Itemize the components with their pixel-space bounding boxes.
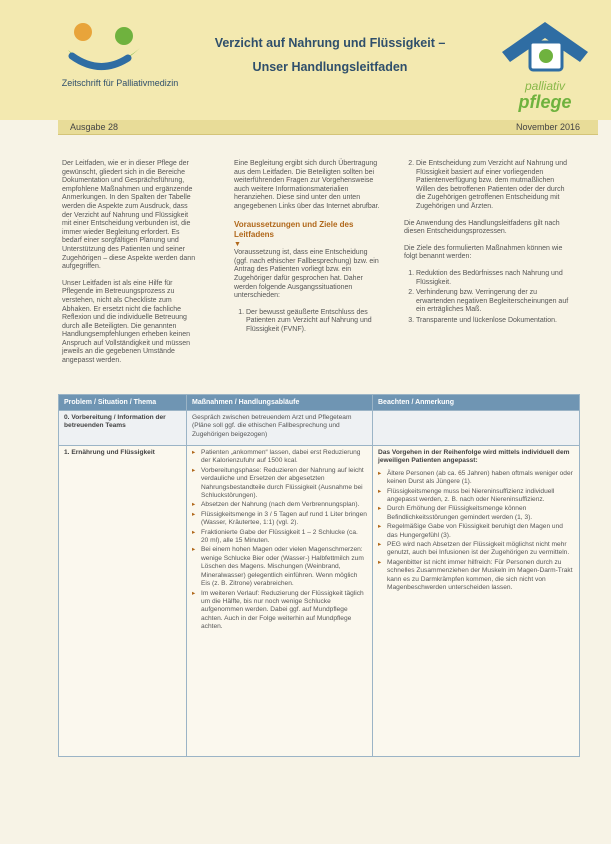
- issue-date: November 2016: [515, 122, 580, 132]
- paragraph: Der Leitfaden, wie er in dieser Pflege der gewünscht, gliedert sich in die Bereiche Dokumentation und Gesprächsführung, empfohlene Maßnahmen und ergänzende Anmerkungen. In den Spalten der Tabelle werden die Aspekte zum Ausdruck, dass der Verzicht auf Nahrung und Flüssigkeit mit einer Entscheidung verbunden ist, die immer wieder Begleitung erfordert. Es bedarf einer sorgfältigen Planung und Unterstützung des Patienten und seiner Zugehörigen – diese Aspekte werden dann aufgegriffen.: [62, 160, 196, 271]
- article-subtitle: Unser Handlungsleitfaden: [252, 60, 408, 74]
- notes-intro: Das Vorgehen in der Reihenfolge wird mittels individuell dem jeweiligen Patienten angepasst:: [378, 449, 570, 465]
- table-row: [59, 410, 579, 445]
- paragraph: Unser Leitfaden ist als eine Hilfe für Pflegende im Betreuungsprozess zu verstehen, nicht als Checkliste zum Abhaken. Er ersetzt nicht die fachliche Reflexion und die individuelle Betreuung durch alle Beteiligten. Die genannten Handlungsempfehlungen erheben keinen Anspruch auf Vollständigkeit und müssen jeweils an die gegebenen Umstände angepasst werden.: [62, 279, 191, 365]
- list-item: ▸ Regelmäßige Gabe von Flüssigkeit beruhigt den Magen und das Hungergefühl (3).: [378, 523, 574, 540]
- page-header: [0, 0, 611, 120]
- publication-logo: [58, 18, 148, 78]
- list-item: 1. Reduktion des Bedürfnisses nach Nahrung und Flüssigkeit.: [416, 270, 572, 287]
- brand-small: palliativ: [524, 79, 566, 93]
- issue-bar: [58, 120, 598, 135]
- list-item: ▸ Flüssigkeitsmenge in 3 / 5 Tagen auf rund 1 Liter bringen (Wasser, Kräutertee, 1:1) (vgl. 2).: [192, 511, 367, 528]
- situation-list-continued: [404, 160, 572, 212]
- list-item: ▸ Absetzen der Nahrung (nach dem Verbrennungsplan).: [192, 501, 367, 509]
- list-item: ▸ Flüssigkeitsmenge muss bei Niereninsuffizienz individuell angepasst werden, z. B. nach oder Niereninsuffizienz.: [378, 488, 574, 505]
- issue-number: Ausgabe 28: [70, 122, 119, 132]
- text-column-3: [404, 160, 572, 328]
- list-item: ▸ Fraktionierte Gabe der Flüssigkeit 1 – 2 Schlucke (ca. 20 ml), alle 15 Minuten.: [192, 529, 367, 546]
- table-cell: 1. Ernährung und Flüssigkeit: [59, 446, 187, 756]
- table-cell: [373, 446, 579, 756]
- list-item: 2. Die Entscheidung zum Verzicht auf Nahrung und Flüssigkeit basiert auf einer vorliegenden Patientenverfügung bzw. dem mutmaßlichen Willen des betroffenen Patienten oder der durch die Zugehörigen getroffenen Entscheidung mit Zugehörigen und Ärzten.: [416, 160, 572, 212]
- paragraph: Die Anwendung des Handlungsleitfadens gilt nach diesen Entscheidungsprozessen.: [404, 219, 560, 236]
- paragraph: Die Ziele des formulierten Maßnahmen können wie folgt benannt werden:: [404, 244, 563, 261]
- text-column-2: [234, 160, 382, 337]
- table-header: [59, 395, 579, 410]
- brand-big: pflege: [518, 92, 572, 112]
- table-cell: Gespräch zwischen betreuendem Arzt und Pflegeteam (Pläne soll ggf. die ethischen Fallbesprechung und Zugehörigen beigezogen): [187, 411, 373, 445]
- text-column-1: [62, 160, 198, 374]
- palliativ-pflege-logo: [500, 20, 590, 115]
- arrow-down-icon: ▼: [234, 240, 241, 248]
- table-row: [59, 445, 579, 756]
- list-item: 1. Der bewusst geäußerte Entschluss des Patienten zum Verzicht auf Nahrung und Flüssigkeit (FVNF).: [246, 309, 382, 335]
- list-item: ▸ Im weiteren Verlauf: Reduzierung der Flüssigkeit täglich um die Hälfte, bis nur noch wenige Schlucke aufgenommen werden. Dabei ggf. auf Mundpflege achten. Auch in der Folge weiterhin auf Mundpflege achten.: [192, 590, 367, 632]
- situation-list: [234, 309, 382, 335]
- list-item: 2. Verhinderung bzw. Verringerung der zu erwartenden negativen Begleiterscheinungen auf ein erträgliches Maß.: [416, 289, 572, 315]
- list-item: ▸ Patienten „ankommen“ lassen, dabei erst Reduzierung der Kalorienzufuhr auf 1500 kcal.: [192, 449, 367, 466]
- list-item: ▸ PEG wird nach Absetzen der Flüssigkeit möglichst nicht mehr genutzt, auch bei Infusionen ist der Zugehörigen zu vermitteln.: [378, 541, 574, 558]
- section-heading: Voraussetzungen und Ziele des Leitfadens: [234, 219, 354, 239]
- list-item: ▸ Ältere Personen (ab ca. 65 Jahren) haben oftmals weniger oder keinen Durst als Jüngere (1).: [378, 470, 574, 487]
- column-header: Maßnahmen / Handlungsabläufe: [187, 395, 373, 410]
- goals-list: [404, 270, 572, 326]
- list-item: 3. Transparente und lückenlose Dokumentation.: [416, 317, 572, 326]
- table-cell: 0. Vorbereitung / Information der betreuenden Teams: [59, 411, 187, 445]
- list-item: ▸ Durch Erhöhung der Flüssigkeitsmenge können Befindlichkeitsstörungen gemindert werden (1, 3).: [378, 505, 574, 522]
- publication-name: Zeitschrift für Palliativmedizin: [61, 78, 179, 88]
- paragraph: Eine Begleitung ergibt sich durch Übertragung aus dem Leitfaden. Die Beteiligten sollten bei weiterführenden Fragen zur Vorgehensweise auch weitere Informationsmaterialien heranziehen. Diese sind unter den unten angegebenen Links über das Internet abrufbar.: [234, 160, 380, 210]
- column-header: Problem / Situation / Thema: [59, 395, 187, 410]
- table-cell: [187, 446, 373, 756]
- article-title: Verzicht auf Nahrung und Flüssigkeit –: [214, 36, 446, 50]
- guideline-table: [58, 394, 580, 757]
- list-item: ▸ Magenbitter ist nicht immer hilfreich: Für Personen durch zu schnelles Zusammenziehen der Muskeln im Magen-Darm-Trakt kann es zu Darmkrämpfen kommen, die sich nicht von Magenbeschwerden unterscheiden lassen.: [378, 559, 574, 593]
- column-header: Beachten / Anmerkung: [378, 399, 454, 406]
- paragraph: Voraussetzung ist, dass eine Entscheidung (ggf. nach ethischer Fallbesprechung) bzw. ein Antrag des Patienten vorliegt bzw. ein Zugehöriger dafür gesprochen hat. Daher werden folgende Ausgangssituationen unterschieden:: [234, 249, 379, 300]
- measures-list: [192, 449, 367, 632]
- table-cell: [373, 411, 579, 445]
- notes-list: [378, 470, 574, 593]
- list-item: ▸ Vorbereitungsphase: Reduzieren der Nahrung auf leicht verdauliche und Ersetzen der abgesetzten Nahrungsbestandteile durch Flüssigkeit (Ausnahme bei Schluckstörungen).: [192, 467, 367, 501]
- list-item: ▸ Bei einem hohen Magen oder vielen Magenschmerzen: wenige Schlucke Bier oder (Wasser-) Halbfettmilch zum Löschen des Magens. Mischungen (Weinbrand, Mineralwasser) gelegentlich einführen. Wenn möglich Eis (z. B. Zitrone) verabreichen.: [192, 546, 367, 588]
